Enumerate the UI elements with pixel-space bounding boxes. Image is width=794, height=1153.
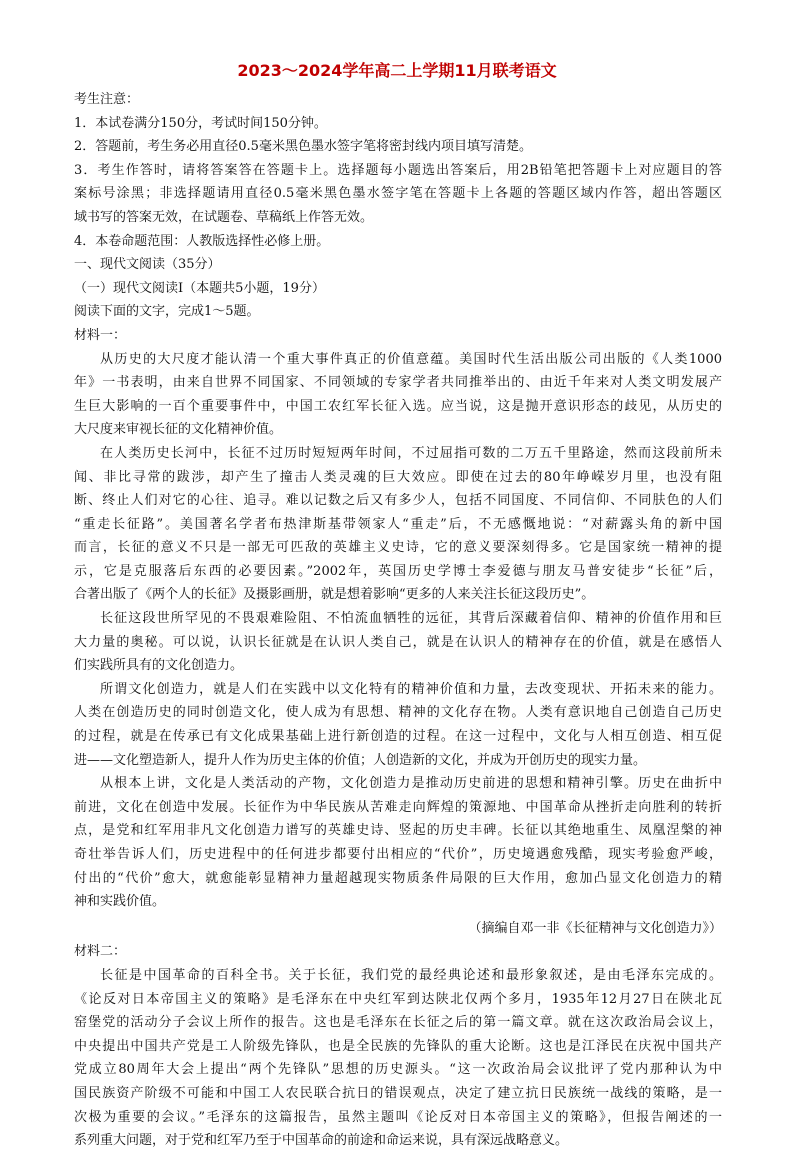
text-line: 长征这段世所罕见的不畏艰难险阻、不怕流血牺牲的远征，其背后深藏着信仰、精神的价值作用和巨 (100, 611, 722, 627)
text-line: 闻、非比寻常的跋涉，却产生了撞击人类灵魂的巨大效应。即使在过去的80年峥嵘岁月里，也没有阻 (74, 469, 722, 485)
text-line: 党成立80周年大会上提出“两个先锋队”思想的历史源头。“这一次政治局会议批评了党内那种认为中 (74, 1062, 722, 1078)
material1-paragraph (74, 348, 722, 442)
text-line: 系列重大问题，对于党和红军乃至于中国革命的前途和命运来说，具有深远战略意义。 (74, 1133, 569, 1149)
text-line: 国民族资产阶级不可能和中国工人农民联合抗日的错误观点，决定了建立抗日民族统一战线的策略，是一 (74, 1085, 722, 1101)
material1-paragraph (74, 678, 722, 772)
text-line: 人类在创造历史的同时创造文化，使人成为有思想、精神的文化存在物。人类有意识地自己创造自己历史 (74, 705, 722, 721)
document-body (74, 88, 722, 1153)
section-sub-heading: （一）现代文阅读Ⅰ（本题共5小题，19分） (74, 280, 325, 296)
material1-label: 材料一： (74, 327, 127, 343)
text-line: 长征是中国革命的百科全书。关于长征，我们党的最经典论述和最形象叙述，是由毛泽东完成的。 (100, 967, 722, 983)
text-line: 窑堡党的活动分子会议上所作的报告。这也是毛泽东在长征之后的第一篇文章。就在这次政治局会议上， (74, 1015, 722, 1031)
note-line: 3．考生作答时，请将答案答在答题卡上。选择题每小题选出答案后，用2B铅笔把答题卡上对应题目的答 (74, 162, 722, 178)
text-line: 付出的“代价”愈大，就愈能彰显精神力量超越现实物质条件局限的巨大作用，愈加凸显文化创造力的精 (74, 870, 722, 886)
text-line: 的过程，就是在传承已有文化成果基础上进行新创造的过程。在这一过程中，文化与人相互创造、相互促 (74, 729, 722, 745)
text-line: 在人类历史长河中，长征不过历时短短两年时间，不过屈指可数的二万五千里路途，然而这段前所未 (100, 445, 722, 461)
material2-paragraph (74, 964, 722, 1153)
text-line: 次极为重要的会议。”毛泽东的这篇报告，虽然主题叫《论反对日本帝国主义的策略》，但报告阐述的一 (74, 1109, 722, 1125)
note-line: 1．本试卷满分150分，考试时间150分钟。 (74, 115, 327, 131)
text-line: “重走长征路”。美国著名学者布热津斯基带领家人“重走”后，不无感慨地说：“对薪露头角的新中国 (74, 516, 722, 532)
text-line: 从历史的大尺度才能认清一个重大事件真正的价值意蕴。美国时代生活出版公司出版的《人类1000 (100, 351, 722, 367)
note-line: 2．答题前，考生务必用直径0.5毫米黑色墨水签字笔将密封线内项目填写清楚。 (74, 139, 532, 155)
material2-label: 材料二： (74, 944, 127, 960)
text-line: 示，它是克服落后东西的必要因素。”2002年，英国历史学博士李爱德与朋友马普安徒步“长征”后， (74, 563, 722, 579)
note-line: 4．本卷命题范围：人教版选择性必修上册。 (74, 233, 330, 249)
document-title: 2023～2024学年高二上学期11月联考语文 (237, 61, 557, 80)
material1-paragraph (74, 442, 722, 607)
text-line: 进——文化塑造新人，提升人作为历史主体的价值；人创造新的文化，并成为开创历史的现实力量。 (74, 752, 647, 768)
text-line: 合著出版了《两个人的长征》及摄影画册，就是想着影响“更多的人来关注长征这段历史”。 (74, 587, 595, 603)
material1-paragraph (74, 607, 722, 678)
text-line: 大力量的奥秘。可以说，认识长征就是在认识人类自己，就是在认识人的精神存在的价值，就是在感悟人 (74, 634, 722, 650)
text-line: 前进，文化在创造中发展。长征作为中华民族从苦难走向辉煌的策源地、中国革命从挫折走向胜利的转折 (74, 799, 722, 815)
note-line: 案标号涂黑；非选择题请用直径0.5毫米黑色墨水签字笔在答题卡上各题的答题区域内作答，超出答题区 (74, 186, 722, 202)
text-line: 生巨大影响的一百个重要事件中，中国工农红军长征入选。应当说，这是抛开意识形态的歧见，从历史的 (74, 398, 722, 414)
text-line: 神和实践价值。 (74, 894, 166, 910)
text-line: 所谓文化创造力，就是人们在实践中以文化特有的精神价值和力量，去改变现状、开拓未来的能力。 (100, 681, 722, 697)
text-line: 奇壮举告诉人们，历史进程中的任何进步都要付出相应的“代价”，历史境遇愈残酷，现实考验愈严峻， (74, 847, 722, 862)
text-line: 们实践所具有的文化创造力。 (74, 658, 244, 674)
section-instruction: 阅读下面的文字，完成1～5题。 (74, 304, 260, 320)
text-line: 中央提出中国共产党是工人阶级先锋队，也是全民族的先锋队的重大论断。这也是江泽民在庆祝中国共产 (74, 1038, 722, 1054)
text-line: 年》一书表明，由来自世界不同国家、不同领域的专家学者共同推举出的、由近千年来对人类文明发展产 (74, 375, 722, 391)
material1-paragraph (74, 772, 722, 914)
note-line: 域书写的答案无效，在试题卷、草稿纸上作答无效。 (74, 209, 374, 225)
text-line: 断、终止人们对它的心往、追寻。难以记数之后又有多少人，包括不同国度、不同信仰、不同肤色的人们 (74, 493, 722, 509)
text-line: 从根本上讲，文化是人类活动的产物，文化创造力是推动历史前进的思想和精神引擎。历史在曲折中 (100, 776, 722, 792)
section-heading: 一、现代文阅读（35分） (74, 257, 221, 273)
material1-source: （摘编自邓一非《长征精神与文化创造力》） (468, 920, 722, 936)
text-line: 《论反对日本帝国主义的策略》是毛泽东在中央红军到达陕北仅两个多月，1935年12月27日在陕北瓦 (74, 991, 722, 1007)
text-line: 点，是党和红军用非凡文化创造力谱写的英雄史诗、竖起的历史丰碑。长征以其绝地重生、凤凰涅槃的神 (74, 823, 722, 839)
notes-heading: 考生注意： (74, 92, 140, 107)
text-line: 而言，长征的意义不只是一部无可匹敌的英雄主义史诗，它的意义要深刻得多。它是国家统一精神的提 (74, 540, 722, 556)
text-line: 大尺度来审视长征的文化精神价值。 (74, 422, 283, 438)
